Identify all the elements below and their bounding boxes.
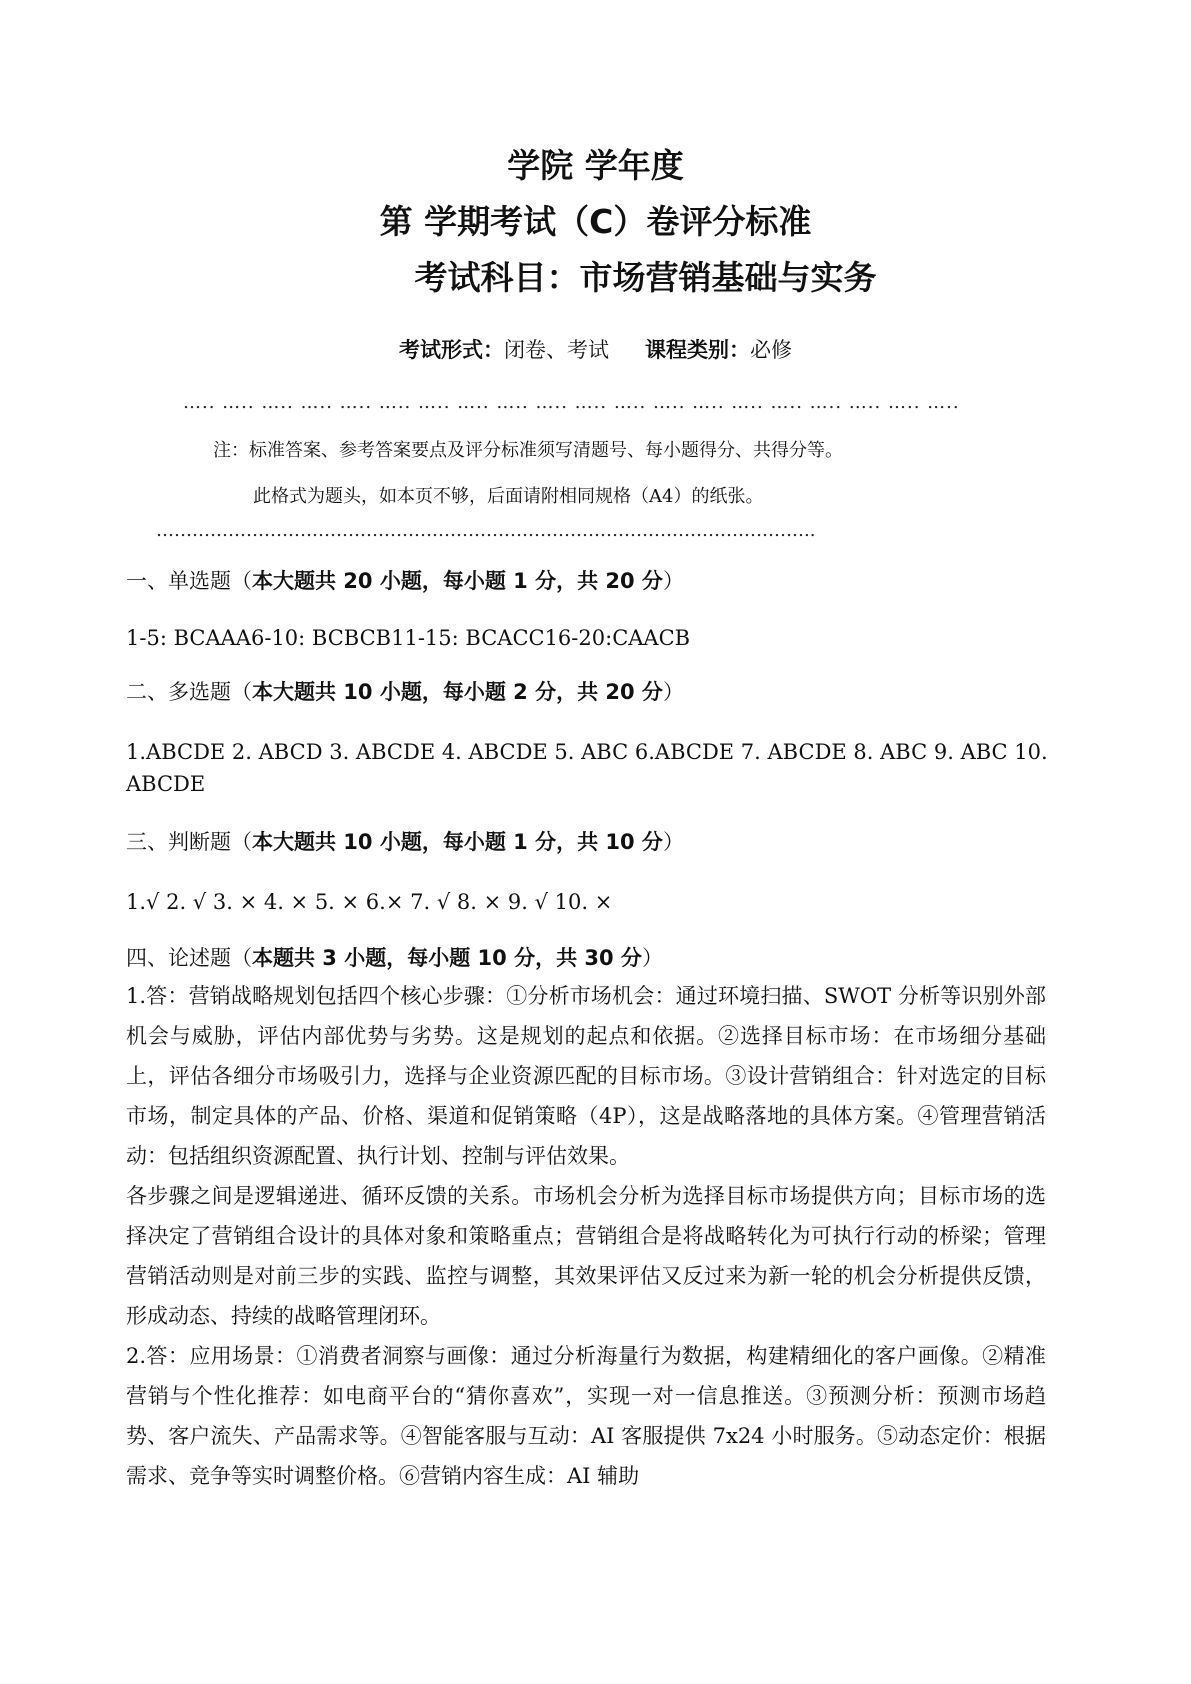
note-line-2: 此格式为题头，如本页不够，后面请附相同规格（A4）的纸张。 [253, 486, 764, 507]
course-type-value: 必修 [750, 338, 792, 362]
section-2-answers-line-2: ABCDE [126, 772, 206, 796]
title-line-1: 学院 学年度 [507, 146, 684, 185]
section-2-answers-line-1: 1.ABCDE 2. ABCD 3. ABCDE 4. ABCDE 5. ABC 6.ABCDE 7. ABCDE 8. ABC 9. ABC 10. [126, 740, 1048, 764]
essay-1-paragraph-2: 各步骤之间是逻辑递进、循环反馈的关系。市场机会分析为选择目标市场提供方向；目标市场的选择决定了营销组合设计的具体对象和策略重点；营销组合是将战略转化为可执行行动的桥梁；管理营销活动则是对前三步的实践、监控与调整，其效果评估又反过来为新一轮的机会分析提供反馈，形成动态、持续的战略管理闭环。 [126, 1184, 1046, 1328]
section-2-suffix: ） [662, 680, 684, 704]
section-3-suffix: ） [662, 830, 684, 854]
section-4-essay-answers [126, 976, 1046, 1496]
section-2-prefix: 二、多选题（ [126, 680, 252, 704]
title-line-2: 第 学期考试（C）卷评分标准 [379, 202, 812, 241]
section-3-prefix: 三、判断题（ [126, 830, 252, 854]
section-4-scoring: 本题共 3 小题，每小题 10 分，共 30 分 [252, 946, 642, 970]
section-1-scoring: 本大题共 20 小题，每小题 1 分，共 20 分 [252, 569, 663, 593]
section-4-prefix: 四、论述题（ [126, 946, 252, 970]
section-3-heading [126, 826, 684, 856]
section-1-suffix: ） [662, 569, 684, 593]
exam-meta [0, 334, 1191, 364]
exam-form-label: 考试形式： [399, 338, 504, 362]
essay-2-paragraph-1: 2.答：应用场景：①消费者洞察与画像：通过分析海量行为数据，构建精细化的客户画像。②精准营销与个性化推荐：如电商平台的“猜你喜欢”，实现一对一信息推送。③预测分析：预测市场趋势、客户流失、产品需求等。④智能客服与互动：AI 客服提供 7x24 小时服务。⑤动态定价：根据需求、竞争等实时调整价格。⑥营销内容生成：AI 辅助 [126, 1344, 1046, 1488]
section-1-heading [126, 565, 684, 595]
section-3-answers: 1.√ 2. √ 3. × 4. × 5. × 6.× 7. √ 8. × 9. √ 10. × [126, 890, 613, 914]
title-line-3: 考试科目：市场营销基础与实务 [414, 258, 877, 297]
section-1-prefix: 一、单选题（ [126, 569, 252, 593]
section-3-scoring: 本大题共 10 小题，每小题 1 分，共 10 分 [252, 830, 663, 854]
section-1-answers: 1-5: BCAAA6-10: BCBCB11-15: BCACC16-20:CAACB [126, 626, 691, 650]
course-type-label: 课程类别： [645, 338, 750, 362]
section-4-suffix: ） [641, 946, 663, 970]
section-4-heading [126, 942, 663, 972]
essay-1-paragraph-1: 1.答：营销战略规划包括四个核心步骤：①分析市场机会：通过环境扫描、SWOT 分析等识别外部机会与威胁，评估内部优势与劣势。这是规划的起点和依据。②选择目标市场：在市场细分基础上，评估各细分市场吸引力，选择与企业资源匹配的目标市场。③设计营销组合：针对选定的目标市场，制定具体的产品、价格、渠道和促销策略（4P），这是战略落地的具体方案。④管理营销活动：包括组织资源配置、执行计划、控制与评估效果。 [126, 984, 1046, 1168]
note-line-1: 注：标准答案、参考答案要点及评分标准须写清题号、每小题得分、共得分等。 [213, 440, 843, 461]
exam-form-value: 闭卷、考试 [504, 338, 609, 362]
separator-dots-bottom: ……………………………………………………………………………………………….. [156, 520, 816, 541]
separator-dots-top: ….. ….. ….. ….. ….. ….. ….. ….. ….. ….. ….. ….. ….. ….. ….. ….. ….. ….. ….. ….. [183, 392, 960, 413]
section-2-heading [126, 676, 684, 706]
section-2-scoring: 本大题共 10 小题，每小题 2 分，共 20 分 [252, 680, 663, 704]
